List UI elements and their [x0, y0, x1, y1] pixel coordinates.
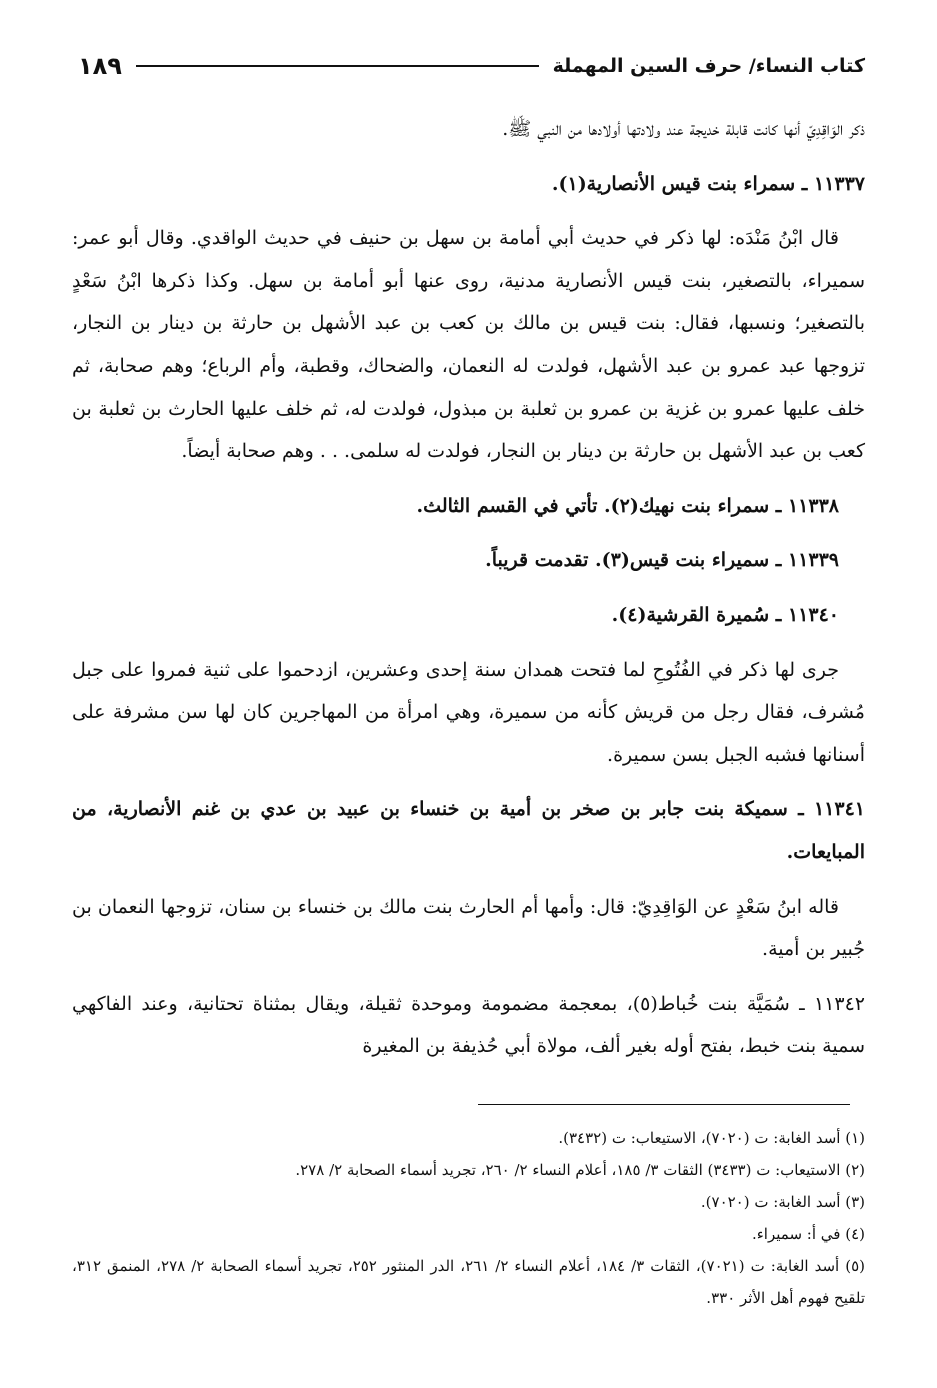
entry-11337-text: قال ابْنُ مَنْدَه: لها ذكر في حديث أبي أمامة بن سهل بن حنيف في حديث الواقدي. وقال أبو عمر: سميراء، بالتصغير، بنت قيس الأنصارية مدنية، روى عنها أبو أمامة بن سهل. وكذا ذكرها ابْنُ سَعْدٍ بالتصغير؛ ونسبها، فقال: بنت قيس بن مالك بن كعب بن عبد الأشهل بن حارثة بن دينار بن النجار، تزوجها عبد عمرو بن عبد الأشهل، فولدت له النعمان، والضحاك، وقطبة، وأم الرباع؛ وهم صحابة، ثم خلف عليها عمرو بن غزية بن عمرو بن ثعلبة بن مبذول، فولدت له، ثم خلف عليها الحارث بن ثعلبة بن كعب بن عبد الأشهل بن حارثة بن دينار بن النجار، فولدت له سلمى. . . وهم صحابة أيضاً. — [72, 227, 865, 463]
running-title: كتاب النساء/ حرف السين المهملة — [552, 55, 865, 77]
main-text — [72, 108, 865, 1068]
footnote-1: (١) أسد الغابة: ت (٧٠٢٠)، الاستيعاب: ت (٣٤٣٢). — [558, 1129, 865, 1147]
entry-11338: ١١٣٣٨ ـ سمراء بنت نهيك(٢). تأتي في القسم الثالث. — [416, 494, 839, 517]
entry-11342: ١١٣٤٢ ـ سُمَيَّة بنت خُباط(٥)، بمعجمة مضمومة وموحدة ثقيلة، ويقال بمثناة تحتانية، وعند الفاكهي سمية بنت خبط، بفتح أوله بغير ألف، مولاة أبي حُذيفة بن المغيرة — [72, 992, 865, 1058]
footnote-3: (٣) أسد الغابة: ت (٧٠٢٠). — [700, 1193, 865, 1211]
paragraph-waqidi-note: ذكر الوَاقِدِيّ أنها كانت قابلة خديجة عند ولادتها أولادها من النبي ﷺ. — [502, 118, 865, 140]
entry-11337-heading: ١١٣٣٧ ـ سمراء بنت قيس الأنصارية(١). — [551, 172, 865, 195]
footnotes — [72, 1122, 865, 1314]
entry-11341-heading: ١١٣٤١ ـ سميكة بنت جابر بن صخر بن أمية بن خنساء بن عبيد بن عدي بن غنم الأنصارية، من المبايعات. — [72, 798, 865, 863]
footnote-5: (٥) أسد الغابة: ت (٧٠٢١)، الثقات ٣/ ١٨٤، أعلام النساء ٢/ ٢٦١، الدر المنثور ٢٥٢، تجريد أسماء الصحابة ٢/ ٢٧٨، المنمق ٣١٢، تلقيح فهوم أهل الأثر ٣٣٠. — [72, 1257, 865, 1307]
entry-11340-heading: ١١٣٤٠ ـ سُميرة القرشية(٤). — [611, 603, 839, 626]
page-header — [78, 44, 865, 88]
entry-11339: ١١٣٣٩ ـ سميراء بنت قيس(٣). تقدمت قريباً. — [485, 549, 839, 572]
entry-11341-text: قاله ابنُ سَعْدٍ عن الوَاقِدِيّ: قال: وأمها أم الحارث بنت مالك بن خنساء بن سنان، تزوجها النعمان بن جُبير بن أمية. — [72, 895, 865, 961]
footnote-4: (٤) في أ: سميراء. — [751, 1225, 865, 1243]
page-number: ١٨٩ — [78, 52, 122, 80]
entry-11340-text: جرى لها ذكر في الفُتُوحِ لما فتحت همدان سنة إحدى وعشرين، ازدحموا على ثنية فمروا على جبل مُشرف، فقال رجل من قريش كأنه من سميرة، وهي امرأة من المهاجرين كان لها سن مشرفة على أسنانها فشبه الجبل بسن سميرة. — [72, 658, 865, 766]
footnote-separator — [478, 1104, 850, 1105]
header-rule — [136, 65, 539, 67]
footnote-2: (٢) الاستيعاب: ت (٣٤٣٣) الثقات ٣/ ١٨٥، أعلام النساء ٢/ ٢٦٠، تجريد أسماء الصحابة ٢/ ٢٧٨. — [295, 1161, 865, 1179]
